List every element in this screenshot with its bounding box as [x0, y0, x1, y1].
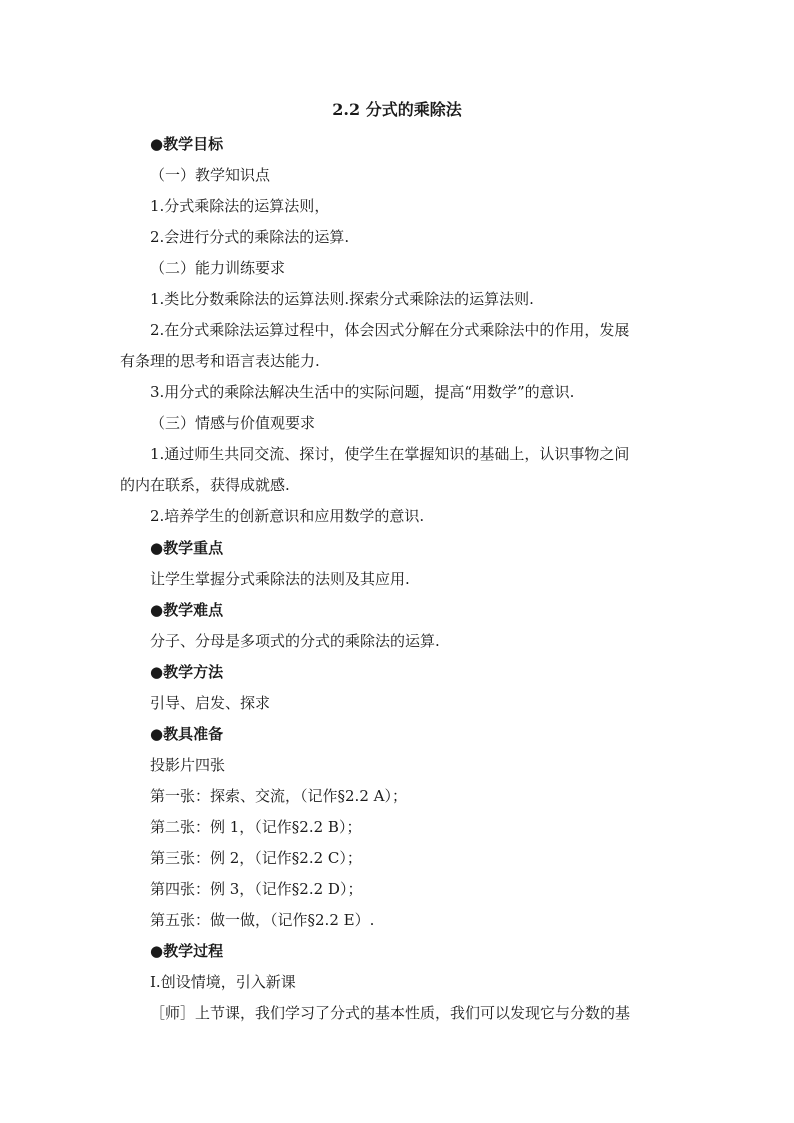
subsection-heading: （三）情感与价值观要求 — [150, 414, 316, 432]
document-title: 2.2 分式的乘除法 — [332, 100, 462, 119]
paragraph-line: 1.通过师生共同交流、探讨，使学生在掌握知识的基础上，认识事物之间 — [150, 445, 630, 463]
section-heading: ●教学过程 — [150, 942, 224, 960]
paragraph-line: 1.类比分数乘除法的运算法则.探索分式乘除法的运算法则. — [150, 290, 534, 308]
list-item: 第五张：做一做，（记作§2.2 E）. — [150, 911, 375, 929]
paragraph-line: 3.用分式的乘除法解决生活中的实际问题，提高“用数学”的意识. — [150, 383, 575, 401]
list-item: 第一张：探索、交流，（记作§2.2 A）； — [150, 787, 407, 805]
section-heading: ●教学难点 — [150, 601, 224, 619]
paragraph-line: 1.分式乘除法的运算法则， — [150, 197, 330, 215]
paragraph-line: 分子、分母是多项式的分式的乘除法的运算. — [150, 632, 440, 650]
section-heading: ●教学方法 — [150, 663, 224, 681]
paragraph-line: 引导、启发、探求 — [150, 694, 271, 712]
paragraph-line: 2.在分式乘除法运算过程中，体会因式分解在分式乘除法中的作用，发展 — [150, 321, 630, 339]
section-heading: ●教学目标 — [150, 135, 224, 153]
paragraph-line: 投影片四张 — [150, 756, 226, 774]
list-item: 第三张：例 2，（记作§2.2 C）； — [150, 849, 362, 867]
section-heading: ●教学重点 — [150, 539, 224, 557]
list-item: 第四张：例 3，（记作§2.2 D）； — [150, 880, 363, 898]
paragraph-line: 2.会进行分式的乘除法的运算. — [150, 228, 350, 246]
paragraph-line: ［师］上节课，我们学习了分式的基本性质，我们可以发现它与分数的基 — [150, 1004, 631, 1022]
paragraph-line: 2.培养学生的创新意识和应用数学的意识. — [150, 507, 425, 525]
section-heading: ●教具准备 — [150, 725, 224, 743]
list-item: 第二张：例 1，（记作§2.2 B）； — [150, 818, 362, 836]
subsection-heading: （一）教学知识点 — [150, 166, 271, 184]
subsection-heading: Ⅰ.创设情境，引入新课 — [150, 973, 296, 991]
paragraph-line: 的内在联系，获得成就感. — [120, 476, 290, 494]
subsection-heading: （二）能力训练要求 — [150, 259, 286, 277]
paragraph-line: 让学生掌握分式乘除法的法则及其应用. — [150, 570, 410, 588]
paragraph-line: 有条理的思考和语言表达能力. — [120, 352, 320, 370]
